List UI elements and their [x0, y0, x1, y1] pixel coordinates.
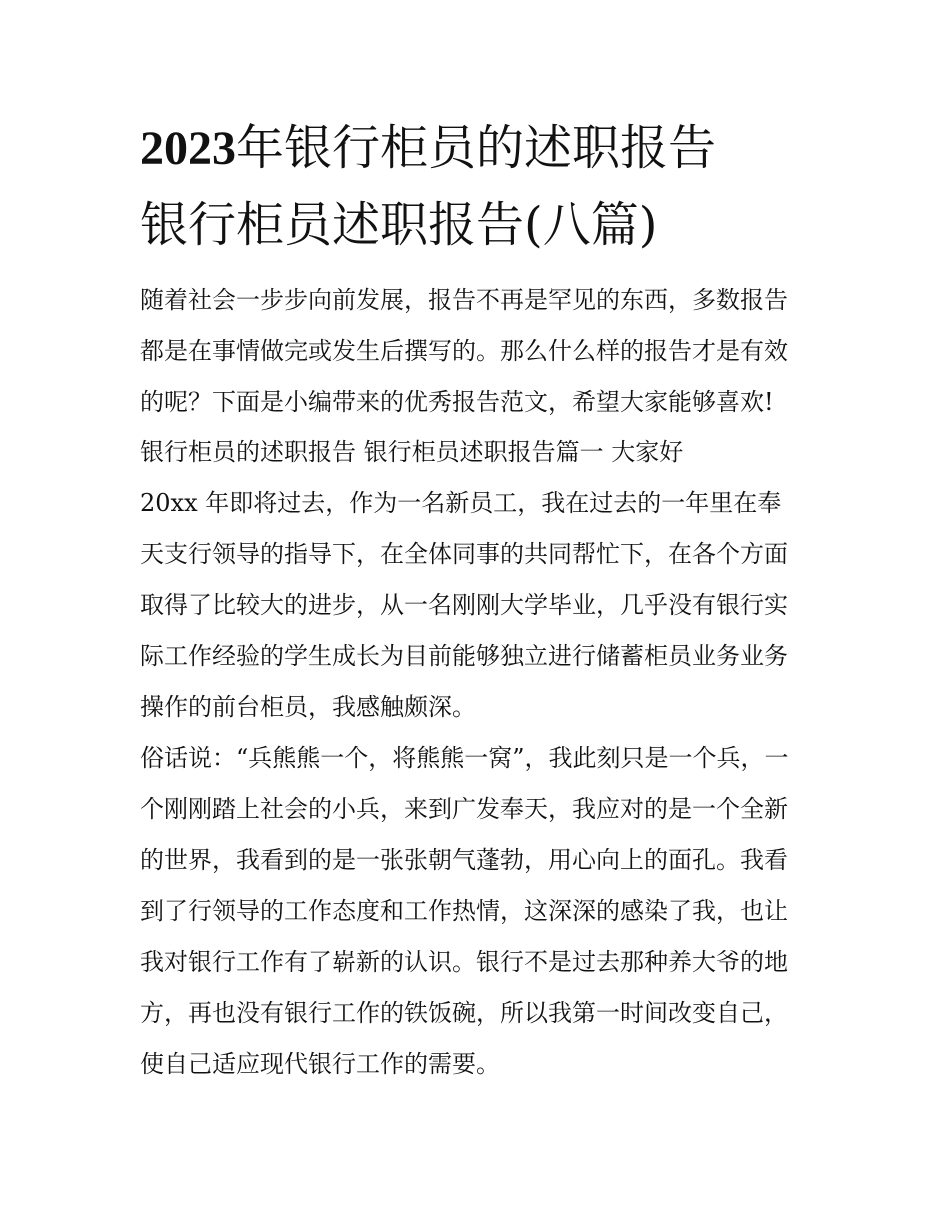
- body-line: 俗话说：“兵熊熊一个，将熊熊一窝”，我此刻只是一个兵，一: [140, 744, 789, 772]
- body-line: 的呢？下面是小编带来的优秀报告范文，希望大家能够喜欢!: [140, 388, 774, 416]
- body-line: 的世界，我看到的是一张张朝气蓬勃，用心向上的面孔。我看: [140, 846, 788, 874]
- body-line: 际工作经验的学生成长为目前能够独立进行储蓄柜员业务业务: [140, 642, 788, 670]
- body-line: 个刚刚踏上社会的小兵，来到广发奉天，我应对的是一个全新: [140, 795, 788, 823]
- document-title-line2: 银行柜员述职报告(八篇): [140, 197, 658, 253]
- body-line: 我对银行工作有了崭新的认识。银行不是过去那种养大爷的地: [140, 948, 788, 976]
- body-line: 20xx 年即将过去，作为一名新员工，我在过去的一年里在奉: [140, 489, 782, 517]
- title-year: 2023: [140, 122, 236, 175]
- body-line: 操作的前台柜员，我感触颇深。: [140, 693, 476, 721]
- body-line: 银行柜员的述职报告 银行柜员述职报告篇一 大家好: [140, 438, 684, 466]
- body-line: 方，再也没有银行工作的铁饭碗，所以我第一时间改变自己，: [140, 999, 788, 1027]
- document-title-line1: [140, 107, 716, 190]
- body-line: 到了行领导的工作态度和工作热情，这深深的感染了我，也让: [140, 897, 788, 925]
- body-line: 都是在事情做完或发生后撰写的。那么什么样的报告才是有效: [140, 337, 788, 365]
- body-line: 使自己适应现代银行工作的需要。: [140, 1050, 500, 1078]
- body-line: 天支行领导的指导下，在全体同事的共同帮忙下，在各个方面: [140, 540, 788, 568]
- body-line: 随着社会一步步向前发展，报告不再是罕见的东西，多数报告: [140, 286, 788, 314]
- body-line: 取得了比较大的进步，从一名刚刚大学毕业，几乎没有银行实: [140, 591, 788, 619]
- title-text: 年银行柜员的述职报告: [236, 120, 717, 176]
